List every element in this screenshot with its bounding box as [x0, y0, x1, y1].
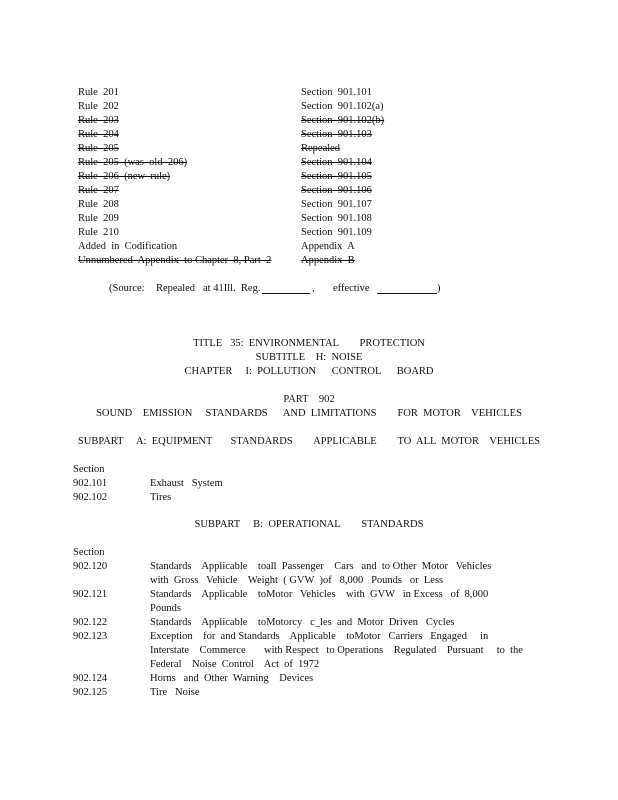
- section-number: 902.125: [73, 687, 108, 698]
- cross-ref-left: Rule 210: [78, 227, 119, 238]
- cross-ref-right: Section 901.109: [301, 227, 372, 238]
- section-number: 902.124: [73, 673, 108, 684]
- chapter-line: CHAPTER I: POLLUTION CONTROL BOARD: [184, 366, 434, 377]
- effective-date-blank: [377, 282, 437, 294]
- section-title: Standards Applicable toMotorcy c_les and Motor Driven Cycles: [150, 617, 455, 628]
- cross-ref-left: Rule 209: [78, 213, 119, 224]
- source-effective: effective: [333, 283, 370, 294]
- section-number: 902.121: [73, 589, 108, 600]
- cross-ref-right: Section 901.102(a): [301, 101, 384, 112]
- section-column-label: Section: [73, 547, 105, 558]
- part-name: SOUND EMISSION STANDARDS AND LIMITATIONS FOR MOTOR VEHICLES: [96, 408, 522, 419]
- section-number: 902.101: [73, 478, 108, 489]
- cross-ref-left-repealed: Rule 206 (new rule): [78, 171, 171, 182]
- cross-ref-right-repealed: Section 901.102(b): [301, 115, 385, 126]
- cross-ref-left-repealed: Rule 207: [78, 185, 119, 196]
- section-title-cont: Interstate Commerce with Respect to Operations Regulated Pursuant to the: [150, 645, 523, 656]
- source-close: ): [437, 283, 441, 294]
- cross-ref-right-repealed: Repealed: [301, 143, 341, 154]
- section-title: Standards Applicable toall Passenger Cars and to Other Motor Vehicles: [150, 561, 492, 572]
- cross-ref-left: Rule 208: [78, 199, 119, 210]
- cross-ref-right: Section 901.108: [301, 213, 372, 224]
- section-number: 902.122: [73, 617, 108, 628]
- cross-ref-right-repealed: Section 901.104: [301, 157, 372, 168]
- subpart-b-heading: SUBPART B: OPERATIONAL STANDARDS: [194, 519, 424, 530]
- subtitle-line: SUBTITLE H: NOISE: [255, 352, 363, 363]
- part-number: PART 902: [283, 394, 335, 405]
- cross-ref-left-repealed: Rule 203: [78, 115, 119, 126]
- section-title: Exhaust System: [150, 478, 223, 489]
- cross-ref-right: Section 901.107: [301, 199, 372, 210]
- section-title: Exception for and Standards Applicable toMotor Carriers Engaged in: [150, 631, 489, 642]
- subpart-a-heading: SUBPART A: EQUIPMENT STANDARDS APPLICABLE TO ALL MOTOR VEHICLES: [77, 436, 541, 447]
- section-number: 902.120: [73, 561, 108, 572]
- cross-ref-left-repealed: Rule 204: [78, 129, 119, 140]
- cross-ref-right: Section 901.101: [301, 87, 372, 98]
- cross-ref-left-repealed: Rule 205 (was old 206): [78, 157, 188, 168]
- title-line: TITLE 35: ENVIRONMENTAL PROTECTION: [193, 338, 425, 349]
- source-open: (Source:: [109, 283, 145, 294]
- section-title-cont: with Gross Vehicle Weight ( GVW )of 8,000 Pounds or Less: [150, 575, 444, 586]
- section-title-cont: Pounds: [150, 603, 181, 614]
- section-column-label: Section: [73, 464, 105, 475]
- cross-ref-left: Rule 201: [78, 87, 119, 98]
- cross-ref-right-repealed: Appendix B: [301, 255, 355, 266]
- cross-ref-left: Added in Codification: [78, 241, 178, 252]
- section-title: Horns and Other Warning Devices: [150, 673, 314, 684]
- section-title: Tire Noise: [150, 687, 200, 698]
- cross-ref-left-repealed: Unnumbered Appendix to Chapter 8, Part 2: [78, 255, 272, 266]
- cross-ref-left: Rule 202: [78, 101, 119, 112]
- section-number: 902.102: [73, 492, 108, 503]
- register-blank: [262, 282, 310, 294]
- source-comma: ,: [312, 283, 315, 294]
- section-title: Tires: [150, 492, 172, 503]
- source-repealed: Repealed: [156, 283, 196, 294]
- cross-ref-right: Appendix A: [301, 241, 355, 252]
- source-register: at 41Ill. Reg.: [203, 283, 261, 294]
- cross-ref-right-repealed: Section 901.106: [301, 185, 372, 196]
- section-number: 902.123: [73, 631, 108, 642]
- cross-ref-left-repealed: Rule 205: [78, 143, 119, 154]
- cross-ref-right-repealed: Section 901.105: [301, 171, 372, 182]
- section-title: Standards Applicable toMotor Vehicles with GVW in Excess of 8,000: [150, 589, 489, 600]
- section-title-cont: Federal Noise Control Act of 1972: [150, 659, 320, 670]
- cross-ref-right-repealed: Section 901.103: [301, 129, 372, 140]
